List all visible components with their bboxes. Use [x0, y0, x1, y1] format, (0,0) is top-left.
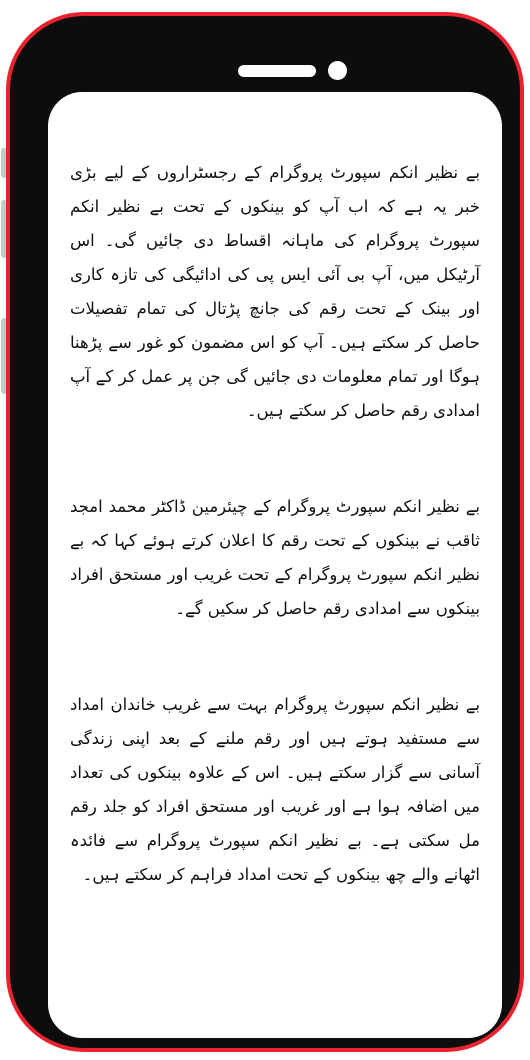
article-body — [48, 92, 502, 1038]
article-paragraph-3: بے نظیر انکم سپورٹ پروگرام بہت سے غریب خاندان امداد سے مستفید ہوتے ہیں اور رقم ملنے کے بعد اپنی زندگی آسانی سے گزار سکتے ہیں۔ اس کے علاوہ بینکوں کی تعداد میں اضافہ ہوا ہے اور غریب اور مستحق افراد کو جلد رقم مل سکتی ہے۔ بے نظیر انکم سپورٹ پروگرام سے فائدہ اٹھانے والے چھ بینکوں کے تحت امداد فراہم کر سکتے ہیں۔ — [70, 695, 480, 884]
article-paragraph-1: بے نظیر انکم سپورٹ پروگرام کے رجسٹراروں کے لیے بڑی خبر یہ ہے کہ اب آپ کو بینکوں کے تحت بے نظیر انکم سپورٹ پروگرام کی ماہانہ اقساط دی جائیں گی۔ اس آرٹیکل میں، آپ بی آئی ایس پی کی ادائیگی کی تازہ کاری اور بینک کے تحت رقم کی جانچ پڑتال کی تمام تفصیلات حاصل کر سکتے ہیں۔ آپ کو اس مضمون کو غور سے پڑھنا ہوگا اور تمام معلومات دی جائیں گی جن پر عمل کر کے آپ امدادی رقم حاصل کر سکتے ہیں۔ — [70, 163, 480, 420]
front-camera-icon — [328, 61, 347, 80]
speaker-grille — [238, 65, 316, 77]
phone-screen — [48, 92, 502, 1038]
phone-frame — [6, 12, 524, 1052]
article-paragraph-2: بے نظیر انکم سپورٹ پروگرام کے چیئرمین ڈاکٹر محمد امجد ثاقب نے بینکوں کے تحت رقم کا اعلان کرتے ہوئے کہا کہ بے نظیر انکم سپورٹ پروگرام کے تحت غریب اور مستحق افراد بینکوں سے امدادی رقم حاصل کر سکیں گے۔ — [70, 497, 480, 618]
